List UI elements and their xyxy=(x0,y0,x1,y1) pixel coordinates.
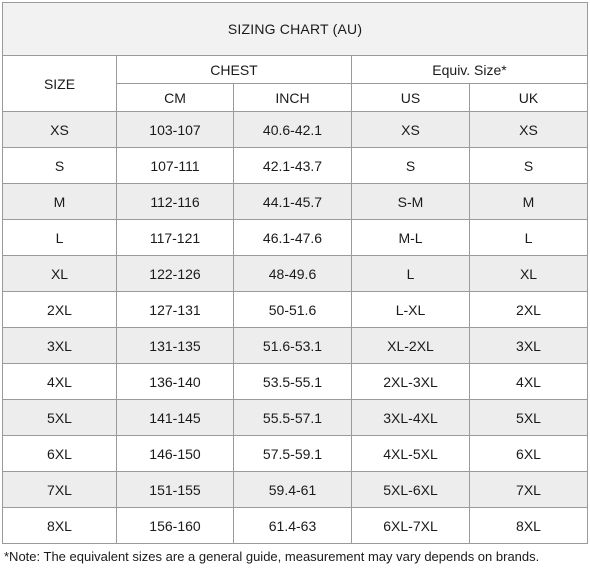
cm-cell: 103-107 xyxy=(117,112,234,148)
inch-cell: 57.5-59.1 xyxy=(234,436,352,472)
uk-cell: 7XL xyxy=(470,472,588,508)
us-cell: L-XL xyxy=(352,292,470,328)
chart-title: SIZING CHART (AU) xyxy=(3,3,588,56)
uk-cell: 6XL xyxy=(470,436,588,472)
size-cell: 4XL xyxy=(3,364,117,400)
size-column-header: SIZE xyxy=(3,56,117,112)
inch-cell: 53.5-55.1 xyxy=(234,364,352,400)
table-row xyxy=(3,436,588,472)
table-row xyxy=(3,220,588,256)
inch-cell: 42.1-43.7 xyxy=(234,148,352,184)
cm-cell: 141-145 xyxy=(117,400,234,436)
table-row xyxy=(3,112,588,148)
equiv-size-group-header: Equiv. Size* xyxy=(352,56,588,84)
cm-cell: 156-160 xyxy=(117,508,234,544)
uk-cell: 8XL xyxy=(470,508,588,544)
table-row xyxy=(3,472,588,508)
table-row xyxy=(3,184,588,220)
inch-cell: 61.4-63 xyxy=(234,508,352,544)
cm-cell: 107-111 xyxy=(117,148,234,184)
cm-cell: 131-135 xyxy=(117,328,234,364)
table-row xyxy=(3,328,588,364)
size-cell: M xyxy=(3,184,117,220)
inch-cell: 40.6-42.1 xyxy=(234,112,352,148)
uk-cell: 5XL xyxy=(470,400,588,436)
size-cell: 3XL xyxy=(3,328,117,364)
cm-cell: 112-116 xyxy=(117,184,234,220)
us-cell: XS xyxy=(352,112,470,148)
uk-column-header: UK xyxy=(470,84,588,112)
us-column-header: US xyxy=(352,84,470,112)
uk-cell: 2XL xyxy=(470,292,588,328)
inch-column-header: INCH xyxy=(234,84,352,112)
cm-column-header: CM xyxy=(117,84,234,112)
table-row xyxy=(3,148,588,184)
inch-cell: 59.4-61 xyxy=(234,472,352,508)
footnote: *Note: The equivalent sizes are a general guide, measurement may vary depends on brands. xyxy=(4,549,540,564)
uk-cell: XS xyxy=(470,112,588,148)
cm-cell: 146-150 xyxy=(117,436,234,472)
size-cell: 8XL xyxy=(3,508,117,544)
cm-cell: 136-140 xyxy=(117,364,234,400)
uk-cell: 3XL xyxy=(470,328,588,364)
size-cell: 2XL xyxy=(3,292,117,328)
size-cell: XL xyxy=(3,256,117,292)
inch-cell: 48-49.6 xyxy=(234,256,352,292)
uk-cell: M xyxy=(470,184,588,220)
table-row xyxy=(3,400,588,436)
us-cell: S xyxy=(352,148,470,184)
table-row xyxy=(3,364,588,400)
us-cell: L xyxy=(352,256,470,292)
uk-cell: S xyxy=(470,148,588,184)
cm-cell: 127-131 xyxy=(117,292,234,328)
us-cell: 5XL-6XL xyxy=(352,472,470,508)
size-rows xyxy=(3,112,588,544)
us-cell: 4XL-5XL xyxy=(352,436,470,472)
inch-cell: 50-51.6 xyxy=(234,292,352,328)
uk-cell: L xyxy=(470,220,588,256)
table-row xyxy=(3,256,588,292)
size-cell: S xyxy=(3,148,117,184)
size-cell: L xyxy=(3,220,117,256)
uk-cell: XL xyxy=(470,256,588,292)
size-cell: 6XL xyxy=(3,436,117,472)
cm-cell: 117-121 xyxy=(117,220,234,256)
us-cell: 2XL-3XL xyxy=(352,364,470,400)
inch-cell: 55.5-57.1 xyxy=(234,400,352,436)
table-row xyxy=(3,508,588,544)
cm-cell: 151-155 xyxy=(117,472,234,508)
us-cell: M-L xyxy=(352,220,470,256)
size-cell: 5XL xyxy=(3,400,117,436)
uk-cell: 4XL xyxy=(470,364,588,400)
table-row xyxy=(3,292,588,328)
size-cell: 7XL xyxy=(3,472,117,508)
size-cell: XS xyxy=(3,112,117,148)
inch-cell: 44.1-45.7 xyxy=(234,184,352,220)
chest-group-header: CHEST xyxy=(117,56,352,84)
cm-cell: 122-126 xyxy=(117,256,234,292)
us-cell: XL-2XL xyxy=(352,328,470,364)
inch-cell: 46.1-47.6 xyxy=(234,220,352,256)
us-cell: 3XL-4XL xyxy=(352,400,470,436)
inch-cell: 51.6-53.1 xyxy=(234,328,352,364)
sizing-chart-table xyxy=(2,2,588,544)
us-cell: S-M xyxy=(352,184,470,220)
us-cell: 6XL-7XL xyxy=(352,508,470,544)
